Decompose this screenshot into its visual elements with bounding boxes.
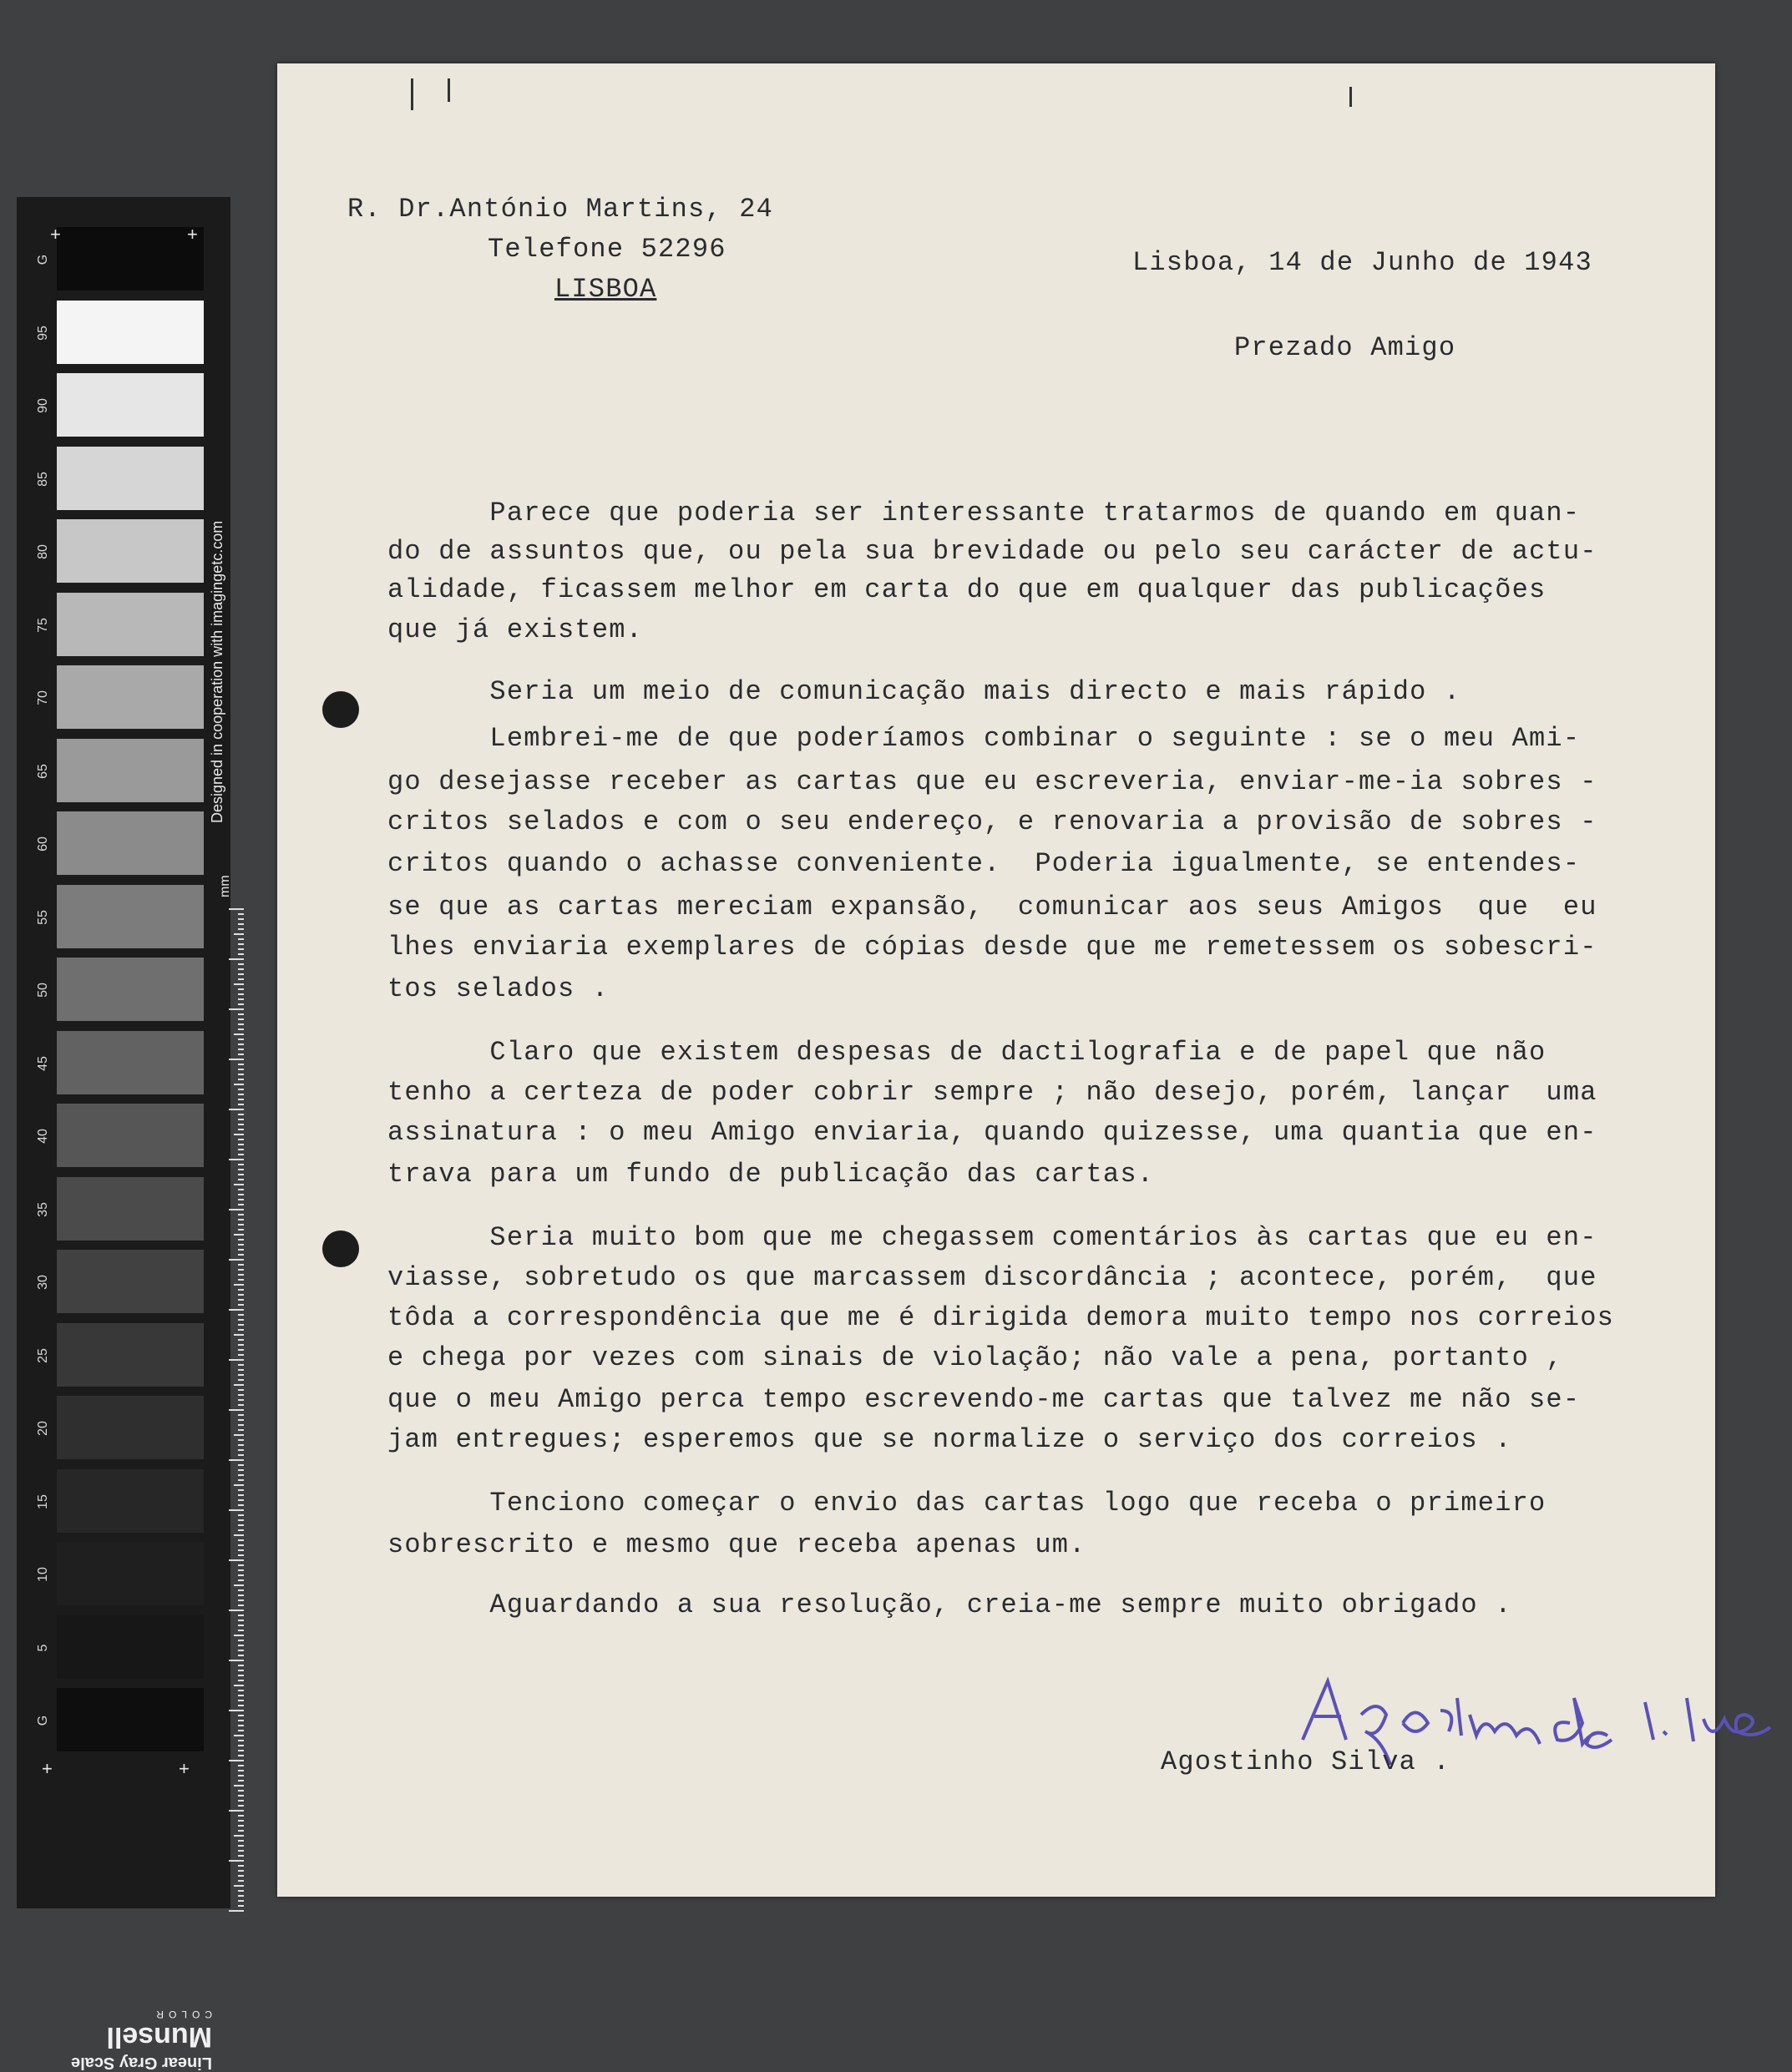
ruler-tick (234, 1584, 244, 1586)
body-line: e chega por vezes com sinais de violação; não vale a pena, portanto , (387, 1342, 1563, 1373)
ruler-tick (238, 913, 244, 915)
ruler-tick (238, 1554, 244, 1556)
ruler-tick (238, 1544, 244, 1546)
ruler-tick (238, 988, 244, 990)
patch-label: 20 (36, 1421, 50, 1436)
ruler-tick (238, 1715, 244, 1716)
ruler-tick (238, 1389, 244, 1391)
ruler-tick (238, 1605, 244, 1606)
scale-credit-text: Designed in cooperation with imagingetc.com (209, 520, 225, 823)
body-line: go desejasse receber as cartas que eu escreveria, enviar-me-ia sobres - (387, 766, 1597, 797)
ruler-tick (238, 948, 244, 950)
body-line: do de assuntos que, ou pela sua brevidade ou pelo seu carácter de actu- (387, 536, 1597, 567)
registration-mark: + (187, 224, 198, 245)
ruler-tick (238, 1820, 244, 1822)
ruler-tick (238, 1444, 244, 1446)
ruler-tick (238, 1194, 244, 1195)
ruler-tick (238, 1244, 244, 1246)
ruler-tick (238, 1755, 244, 1756)
ruler-tick (238, 1114, 244, 1115)
ruler-tick (238, 1594, 244, 1596)
patch-label: 75 (36, 617, 50, 633)
ruler-tick (229, 1409, 244, 1411)
ruler-tick (234, 1184, 244, 1185)
ruler-tick (238, 1539, 244, 1541)
gray-patch (57, 1177, 204, 1241)
ruler-tick (229, 1008, 244, 1010)
ruler-tick (238, 1104, 244, 1105)
body-line: Claro que existem despesas de dactilografia e de papel que não (387, 1037, 1546, 1068)
salutation: Prezado Amigo (1234, 332, 1456, 363)
ruler-tick (238, 1549, 244, 1551)
ruler-tick (238, 1775, 244, 1776)
gray-patch (57, 1323, 204, 1387)
patch-label: 55 (36, 909, 50, 925)
letter-date: Lisboa, 14 de Junho de 1943 (1132, 247, 1592, 278)
ruler-tick (238, 1419, 244, 1421)
ruler-tick (238, 1339, 244, 1341)
gray-patch (57, 301, 204, 364)
gray-patch (57, 1469, 204, 1533)
ruler-tick (238, 1354, 244, 1356)
ruler-tick (238, 1079, 244, 1080)
body-line: tenho a certeza de poder cobrir sempre ; não desejo, porém, lançar uma (387, 1077, 1597, 1108)
ruler-tick (238, 1274, 244, 1276)
paper-mark (1349, 87, 1352, 107)
ruler-tick (238, 1514, 244, 1516)
ruler-tick (238, 1169, 244, 1170)
body-line: tos selados . (387, 973, 610, 1004)
ruler-tick (238, 993, 244, 995)
ruler-tick (234, 1785, 244, 1786)
ruler-tick (238, 1790, 244, 1792)
ruler-tick (229, 1159, 244, 1160)
gray-patch (57, 1396, 204, 1459)
ruler-tick (238, 1740, 244, 1741)
gray-patch (57, 227, 204, 291)
ruler-tick (238, 1574, 244, 1576)
body-line: viasse, sobretudo os que marcassem discordância ; acontece, porém, que (387, 1262, 1597, 1293)
body-line: que já existem. (387, 614, 644, 645)
ruler-tick (238, 1039, 244, 1040)
ruler-tick (234, 1685, 244, 1686)
ruler-tick (234, 1735, 244, 1736)
ruler-tick (238, 1404, 244, 1406)
body-line: se que as cartas mereciam expansão, comunicar aos seus Amigos que eu (387, 892, 1597, 922)
address-line-1: R. Dr.António Martins, 24 (347, 194, 774, 225)
patch-label: 45 (36, 1055, 50, 1071)
gray-patch (57, 739, 204, 802)
ruler-tick (234, 1334, 244, 1336)
ruler-tick (238, 1840, 244, 1842)
gray-patch (57, 1104, 204, 1167)
body-line: Tenciono começar o envio das cartas logo que receba o primeiro (387, 1488, 1546, 1519)
ruler-tick (238, 1204, 244, 1205)
ruler-tick (238, 1214, 244, 1215)
ruler-tick (238, 1705, 244, 1706)
ruler-tick (238, 1089, 244, 1090)
ruler-tick (238, 1640, 244, 1641)
ruler-tick (238, 1489, 244, 1491)
gray-scale-card (17, 197, 232, 2072)
ruler-tick (229, 1559, 244, 1561)
ruler-tick (238, 1625, 244, 1626)
ruler-tick (238, 1394, 244, 1396)
ruler-tick (238, 1299, 244, 1301)
ruler-tick (238, 1003, 244, 1005)
mm-ruler (225, 908, 244, 1915)
ruler-tick (229, 1309, 244, 1311)
gray-patch (57, 593, 204, 656)
ruler-tick (238, 1850, 244, 1852)
ruler-tick (229, 1710, 244, 1711)
patch-label: 10 (36, 1567, 50, 1582)
ruler-tick (238, 1314, 244, 1316)
ruler-tick (238, 938, 244, 940)
body-line: jam entregues; esperemos que se normalize o serviço dos correios . (387, 1424, 1512, 1455)
ruler-tick (238, 998, 244, 1000)
ruler-tick (238, 1414, 244, 1416)
ruler-tick (238, 1589, 244, 1591)
ruler-tick (238, 1469, 244, 1471)
patch-label: 40 (36, 1129, 50, 1144)
gray-patch (57, 811, 204, 875)
patch-label: 30 (36, 1275, 50, 1290)
ruler-tick (234, 983, 244, 985)
ruler-tick (238, 1620, 244, 1621)
ruler-tick (238, 1174, 244, 1175)
body-line: que o meu Amigo perca tempo escrevendo-me cartas que talvez me não se- (387, 1384, 1581, 1415)
ruler-tick (238, 943, 244, 945)
ruler-tick (238, 1630, 244, 1631)
ruler-tick (238, 1599, 244, 1601)
ruler-tick (238, 1670, 244, 1671)
ruler-tick (238, 953, 244, 955)
ruler-tick (238, 1725, 244, 1726)
ruler-tick (229, 1209, 244, 1210)
gray-patch (57, 1615, 204, 1679)
ruler-tick (238, 1199, 244, 1200)
body-line: Aguardando a sua resolução, creia-me sempre muito obrigado . (387, 1589, 1512, 1620)
ruler-tick (234, 1033, 244, 1035)
patch-label: 5 (36, 1644, 50, 1651)
gray-patch (57, 519, 204, 583)
gray-patch (57, 447, 204, 510)
ruler-tick (238, 1479, 244, 1481)
gray-patch (57, 665, 204, 729)
ruler-tick (238, 963, 244, 965)
ruler-tick (238, 1023, 244, 1025)
registration-mark: + (42, 1758, 53, 1779)
ruler-tick (238, 1254, 244, 1256)
ruler-tick (238, 1870, 244, 1872)
ruler-tick (238, 1074, 244, 1075)
body-line: Lembrei-me de que poderíamos combinar o seguinte : se o meu Ami- (387, 723, 1581, 754)
body-line: Seria muito bom que me chegassem comentários às cartas que eu en- (387, 1222, 1597, 1253)
ruler-tick (238, 1665, 244, 1666)
ruler-tick (234, 1234, 244, 1236)
ruler-tick (238, 1329, 244, 1331)
ruler-tick (238, 1364, 244, 1366)
ruler-tick (238, 1044, 244, 1045)
gray-patch (57, 1688, 204, 1751)
body-line: Parece que poderia ser interessante tratarmos de quando em quan- (387, 498, 1581, 528)
ruler-tick (238, 1054, 244, 1055)
body-line: tôda a correspondência que me é dirigida demora muito tempo nos correios (387, 1302, 1615, 1333)
ruler-tick (234, 1284, 244, 1286)
ruler-tick (238, 1324, 244, 1326)
ruler-tick (238, 1645, 244, 1646)
ruler-tick (234, 1384, 244, 1386)
brand-name: Munsell (106, 2021, 212, 2053)
patch-label: 80 (36, 544, 50, 559)
ruler-tick (238, 1049, 244, 1050)
ruler-tick (238, 1264, 244, 1266)
ruler-tick (238, 1144, 244, 1145)
ruler-tick (238, 1795, 244, 1797)
ruler-tick (229, 908, 244, 910)
ruler-tick (238, 1730, 244, 1731)
punch-hole (322, 1231, 359, 1267)
body-line: critos quando o achasse conveniente. Poderia igualmente, se entendes- (387, 848, 1581, 879)
gray-patch (57, 885, 204, 948)
ruler-tick (238, 1895, 244, 1897)
ruler-tick (238, 923, 244, 925)
ruler-tick (238, 1294, 244, 1296)
patch-label: 90 (36, 398, 50, 413)
ruler-tick (234, 1885, 244, 1887)
ruler-tick (238, 1825, 244, 1827)
patch-label: 65 (36, 763, 50, 779)
patch-label: G (36, 254, 50, 265)
ruler-tick (238, 1845, 244, 1847)
ruler-tick (238, 1675, 244, 1676)
ruler-tick (238, 1164, 244, 1165)
ruler-tick (238, 1374, 244, 1376)
ruler-tick (234, 1084, 244, 1085)
ruler-tick (238, 1439, 244, 1441)
ruler-tick (238, 1224, 244, 1226)
ruler-tick (234, 933, 244, 935)
ruler-tick (238, 1900, 244, 1902)
registration-mark: + (50, 224, 61, 245)
body-line: critos selados e com o seu endereço, e renovaria a provisão de sobres - (387, 806, 1597, 837)
ruler-tick (238, 1880, 244, 1882)
ruler-tick (238, 1289, 244, 1291)
paper-mark (448, 78, 450, 102)
ruler-tick (234, 1835, 244, 1837)
ruler-tick (238, 1013, 244, 1015)
ruler-tick (238, 1745, 244, 1746)
munsell-brand (53, 1989, 212, 2072)
ruler-tick (234, 1434, 244, 1436)
address-line-3: LISBOA (554, 274, 657, 305)
ruler-tick (229, 1910, 244, 1912)
patch-label: 35 (36, 1201, 50, 1217)
gray-patch (57, 958, 204, 1021)
ruler-tick (238, 1399, 244, 1401)
ruler-tick (238, 1890, 244, 1892)
ruler-tick (238, 1069, 244, 1070)
ruler-tick (238, 1524, 244, 1526)
ruler-tick (234, 1534, 244, 1536)
ruler-tick (238, 1815, 244, 1817)
ruler-tick (238, 1680, 244, 1681)
ruler-tick (229, 1359, 244, 1361)
mm-label: mm (218, 875, 232, 897)
ruler-tick (238, 968, 244, 970)
patch-label: 95 (36, 325, 50, 341)
ruler-tick (238, 1028, 244, 1030)
patch-label: 15 (36, 1493, 50, 1509)
ruler-tick (229, 958, 244, 960)
ruler-tick (229, 1109, 244, 1110)
ruler-tick (238, 1189, 244, 1190)
typed-signature: Agostinho Silva . (1161, 1746, 1450, 1777)
patch-label: G (36, 1715, 50, 1726)
gray-patch (57, 1542, 204, 1605)
ruler-tick (229, 1860, 244, 1862)
body-line: assinatura : o meu Amigo enviaria, quando quizesse, uma quantia que en- (387, 1117, 1597, 1148)
ruler-tick (238, 1454, 244, 1456)
punch-hole (322, 691, 359, 728)
ruler-tick (238, 1269, 244, 1271)
ruler-tick (238, 1424, 244, 1426)
ruler-tick (238, 1139, 244, 1140)
ruler-tick (238, 1780, 244, 1781)
ruler-tick (238, 1564, 244, 1566)
ruler-tick (238, 973, 244, 975)
ruler-tick (238, 1319, 244, 1321)
ruler-tick (238, 1529, 244, 1531)
ruler-tick (238, 1579, 244, 1581)
ruler-tick (238, 1805, 244, 1807)
ruler-tick (238, 1695, 244, 1696)
ruler-tick (238, 1770, 244, 1771)
ruler-tick (238, 1800, 244, 1802)
ruler-tick (229, 1259, 244, 1261)
body-line: trava para um fundo de publicação das cartas. (387, 1159, 1155, 1190)
ruler-tick (229, 1459, 244, 1461)
ruler-tick (238, 1499, 244, 1501)
brand-title: Linear Gray Scale (71, 2054, 212, 2072)
body-line: Seria um meio de comunicação mais directo e mais rápido . (387, 676, 1461, 707)
ruler-tick (238, 1905, 244, 1907)
ruler-tick (238, 1229, 244, 1231)
ruler-tick (238, 1655, 244, 1656)
body-line: sobrescrito e mesmo que receba apenas um. (387, 1529, 1086, 1560)
ruler-tick (238, 1129, 244, 1130)
ruler-tick (238, 1650, 244, 1651)
ruler-tick (238, 1429, 244, 1431)
ruler-tick (238, 1569, 244, 1571)
ruler-tick (238, 1304, 244, 1306)
body-line: alidade, ficassem melhor em carta do que em qualquer das publicações (387, 574, 1546, 605)
gray-patch (57, 1031, 204, 1094)
ruler-tick (238, 1750, 244, 1751)
ruler-tick (238, 1690, 244, 1691)
ruler-tick (238, 928, 244, 930)
ruler-tick (229, 1509, 244, 1511)
ruler-tick (238, 1249, 244, 1251)
gray-patch (57, 373, 204, 437)
ruler-tick (238, 1494, 244, 1496)
patch-label: 60 (36, 836, 50, 852)
patch-label: 25 (36, 1347, 50, 1363)
ruler-tick (238, 1124, 244, 1125)
ruler-tick (238, 918, 244, 920)
letter-page (277, 63, 1715, 1897)
ruler-tick (238, 978, 244, 980)
ruler-tick (229, 1660, 244, 1661)
ruler-tick (238, 1369, 244, 1371)
ruler-tick (238, 1519, 244, 1521)
ruler-tick (238, 1765, 244, 1766)
ruler-tick (234, 1484, 244, 1486)
body-line: lhes enviaria exemplares de cópias desde que me remetessem os sobescri- (387, 932, 1597, 963)
ruler-tick (238, 1064, 244, 1065)
ruler-tick (238, 1855, 244, 1857)
ruler-tick (238, 1464, 244, 1466)
ruler-tick (238, 1830, 244, 1832)
gray-patch (57, 1250, 204, 1313)
ruler-tick (229, 1610, 244, 1611)
ruler-tick (229, 1059, 244, 1060)
ruler-tick (238, 1239, 244, 1241)
ruler-tick (238, 1504, 244, 1506)
ruler-tick (238, 1875, 244, 1877)
ruler-tick (238, 1018, 244, 1020)
address-line-2: Telefone 52296 (488, 234, 726, 265)
paper-mark (411, 78, 413, 110)
patch-label: 50 (36, 983, 50, 998)
ruler-tick (238, 1615, 244, 1616)
ruler-tick (238, 1219, 244, 1220)
ruler-tick (238, 1700, 244, 1701)
ruler-tick (238, 1349, 244, 1351)
ruler-tick (238, 1720, 244, 1721)
ruler-tick (238, 1179, 244, 1180)
ruler-tick (238, 1344, 244, 1346)
patch-label: 85 (36, 471, 50, 487)
ruler-tick (238, 1865, 244, 1867)
ruler-tick (234, 1134, 244, 1135)
brand-sub: COLOR (151, 2009, 212, 2020)
ruler-tick (238, 1094, 244, 1095)
ruler-tick (238, 1279, 244, 1281)
ruler-tick (238, 1474, 244, 1476)
ruler-tick (238, 1379, 244, 1381)
ruler-tick (229, 1810, 244, 1812)
ruler-tick (234, 1635, 244, 1636)
patch-label: 70 (36, 690, 50, 705)
ruler-tick (238, 1099, 244, 1100)
registration-mark: + (179, 1758, 190, 1779)
ruler-tick (238, 1119, 244, 1120)
ruler-tick (238, 1449, 244, 1451)
ruler-tick (229, 1760, 244, 1761)
ruler-tick (238, 1149, 244, 1150)
ruler-tick (238, 1154, 244, 1155)
